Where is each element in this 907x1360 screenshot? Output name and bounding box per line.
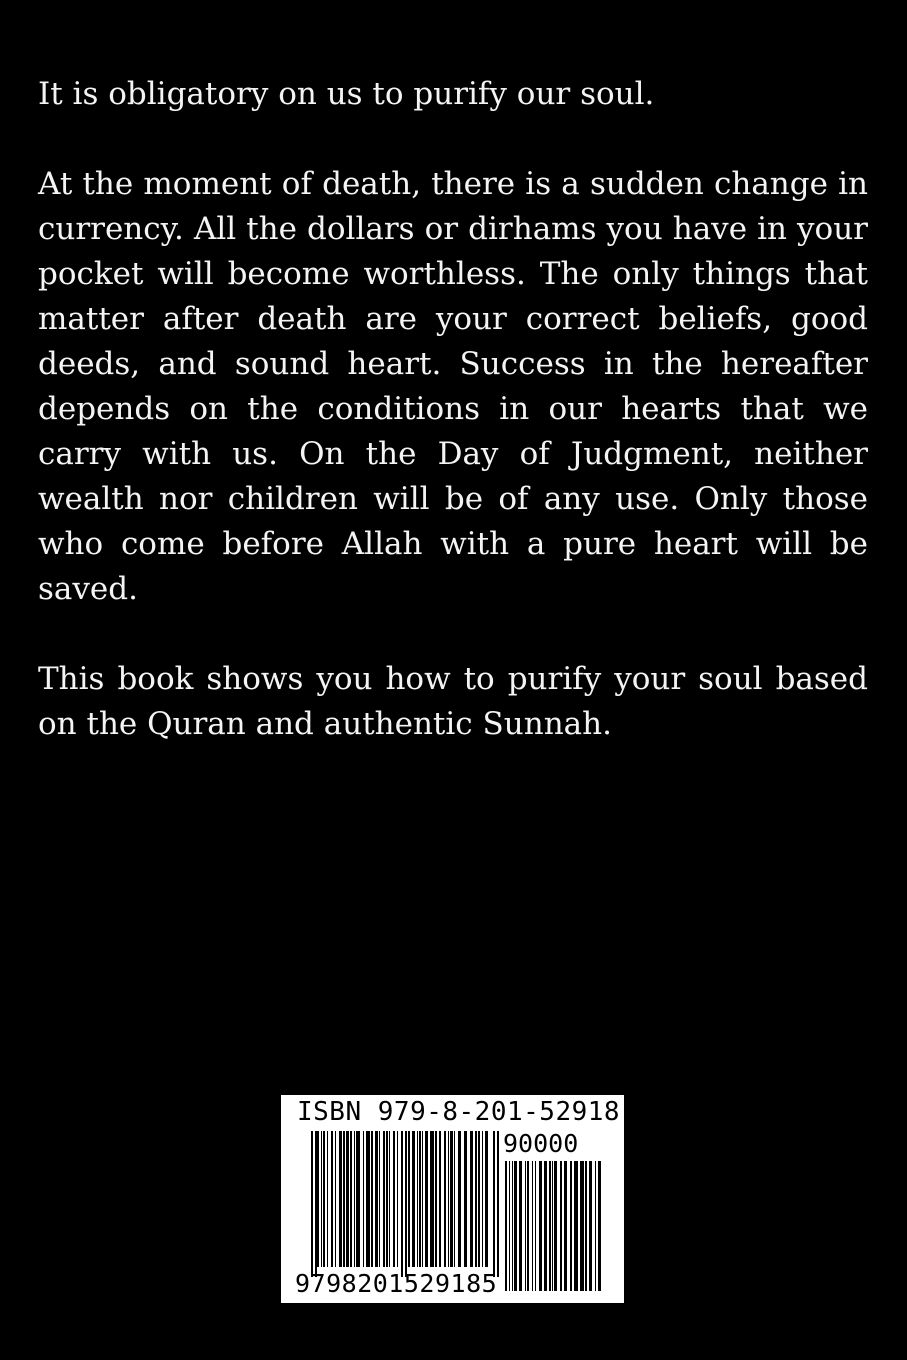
barcode-bar <box>354 1131 355 1267</box>
barcode-bar <box>570 1161 572 1291</box>
barcode-bar <box>379 1131 380 1267</box>
barcode-bar <box>532 1161 533 1291</box>
barcode-bar <box>519 1161 522 1291</box>
barcode-bar <box>444 1131 446 1267</box>
barcode-bar <box>317 1131 319 1267</box>
barcode-bar <box>505 1161 507 1291</box>
price-code: 90000 <box>503 1129 579 1158</box>
barcode-bar <box>470 1131 473 1267</box>
barcode-bar <box>580 1161 584 1291</box>
barcode-bar <box>482 1131 483 1267</box>
barcode-bar <box>544 1161 547 1291</box>
barcode-bar <box>419 1131 421 1267</box>
barcode-bar <box>598 1161 601 1291</box>
barcode-guard-bar <box>497 1131 499 1277</box>
barcode-bar <box>346 1131 349 1267</box>
barcode-bar <box>321 1131 322 1267</box>
blurb-paragraph-3: This book shows you how to purify your soul based on the Quran and authentic Sunnah. <box>38 661 868 742</box>
barcode-guard-bar <box>401 1131 403 1277</box>
barcode-bar <box>485 1131 488 1267</box>
barcode-bar <box>464 1131 467 1267</box>
barcode-bar <box>439 1131 441 1267</box>
barcode-bar <box>509 1161 510 1291</box>
barcode-bar <box>448 1131 449 1267</box>
barcode-bar <box>335 1131 336 1267</box>
barcode-bar <box>375 1131 378 1267</box>
barcode-bar <box>425 1131 428 1267</box>
barcode-bar <box>422 1131 423 1267</box>
barcode-bar <box>564 1161 567 1291</box>
barcode-bar <box>549 1161 551 1291</box>
barcode-guard-bar <box>405 1131 407 1277</box>
isbn-number: ISBN 979-8-201-52918-5 <box>297 1097 653 1127</box>
barcode-bar <box>589 1161 592 1291</box>
barcode-bar <box>525 1161 526 1291</box>
barcode-bar <box>412 1131 415 1267</box>
barcode-guard-bar <box>493 1131 495 1277</box>
barcode-bar <box>430 1131 434 1267</box>
barcode-guard-bar <box>315 1131 317 1277</box>
barcode-bar <box>435 1131 437 1267</box>
barcode-bar <box>339 1131 342 1267</box>
barcode-bar <box>552 1161 553 1291</box>
barcode-bar <box>560 1161 562 1291</box>
barcode-bar <box>514 1161 517 1291</box>
barcode-bar <box>527 1161 529 1291</box>
blurb-paragraph-2: At the moment of death, there is a sudden change in currency. All the dollars or dirhams you have in your pocket will become worthless. The only things that matter after death are your correct beliefs, good deeds, and sound heart. Success in the hereafter depends on the conditions in our hearts that we carry with us. On the Day of Judgment, neither wealth nor children will be of any use. Only those who come before Allah with a pure heart will be saved. <box>38 166 868 607</box>
barcode-bar <box>389 1131 390 1267</box>
barcode-bar <box>408 1131 410 1267</box>
barcode-bar <box>595 1161 596 1291</box>
barcode-bar <box>327 1131 328 1267</box>
barcode-bar <box>554 1161 557 1291</box>
barcode-bar <box>574 1161 578 1291</box>
blurb-paragraph-1: It is obligatory on us to purify our soul. <box>38 76 655 112</box>
barcode-bar <box>450 1131 453 1267</box>
barcode-bar <box>585 1161 587 1291</box>
barcode-bar <box>475 1131 477 1267</box>
barcode-bar <box>343 1131 345 1267</box>
barcode-bar <box>539 1161 542 1291</box>
barcode-bar <box>366 1131 370 1267</box>
blurb-text <box>38 72 868 792</box>
ean-digits: 9798201529185 <box>295 1269 498 1298</box>
barcode-guard-bar <box>311 1131 313 1277</box>
barcode-bar <box>323 1131 325 1267</box>
barcode-bar <box>458 1131 461 1267</box>
barcode-bar <box>478 1131 480 1267</box>
barcode-bar <box>397 1131 398 1267</box>
barcode-bar <box>356 1131 360 1267</box>
barcode-bar <box>383 1131 385 1267</box>
isbn-barcode <box>281 1095 653 1303</box>
barcode-bar <box>454 1131 455 1267</box>
barcode-bar <box>350 1131 352 1267</box>
barcode-bar <box>363 1131 364 1267</box>
barcode-bar <box>512 1161 513 1291</box>
barcode-bar <box>393 1131 395 1267</box>
barcode-bar <box>371 1131 373 1267</box>
barcode-bar <box>417 1131 418 1267</box>
barcode-bar <box>331 1131 333 1267</box>
barcode-bar <box>386 1131 388 1267</box>
barcode-bar <box>535 1161 536 1291</box>
